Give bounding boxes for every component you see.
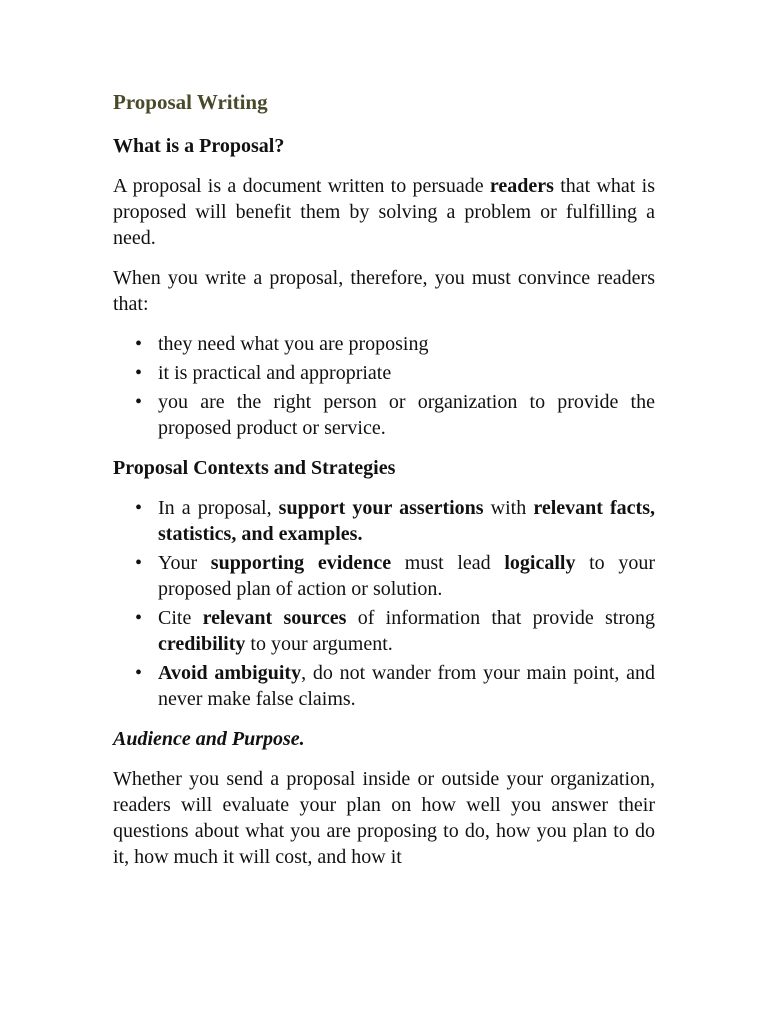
bullet-list-strategies (113, 495, 655, 712)
list-item: • Your supporting evidence must lead logically to your proposed plan of action or solution. (135, 552, 656, 600)
paragraph-convince: When you write a proposal, therefore, you must convince readers that: (113, 267, 655, 315)
section-heading-audience-purpose: Audience and Purpose. (113, 728, 305, 750)
bullet-icon: • (135, 391, 143, 413)
list-item: • In a proposal, support your assertions with relevant facts, statistics, and examples. (135, 497, 655, 545)
document-title: Proposal Writing (113, 90, 268, 114)
list-item: • you are the right person or organization to provide the proposed product or service. (135, 391, 655, 439)
list-item: • Avoid ambiguity, do not wander from your main point, and never make false claims. (135, 662, 655, 710)
section-heading-what-is-proposal: What is a Proposal? (113, 135, 285, 157)
bullet-icon: • (135, 662, 143, 684)
section-heading-contexts-strategies: Proposal Contexts and Strategies (113, 457, 396, 479)
bullet-icon: • (135, 497, 143, 519)
list-item: • it is practical and appropriate (135, 362, 392, 384)
bullet-icon: • (135, 362, 143, 384)
document-page (113, 90, 655, 884)
paragraph-definition: A proposal is a document written to persuade readers that what is proposed will benefit them by solving a problem or fulfilling a need. (113, 175, 655, 249)
bullet-icon: • (135, 333, 143, 355)
bullet-icon: • (135, 552, 143, 574)
paragraph-audience: Whether you send a proposal inside or outside your organization, readers will evaluate your plan on how well you answer their questions about what you are proposing to do, how you plan to do it, how much it will cost, and how it (113, 768, 655, 868)
list-item: • they need what you are proposing (135, 333, 429, 355)
list-item: • Cite relevant sources of information that provide strong credibility to your argument. (135, 607, 655, 655)
bullet-icon: • (135, 607, 143, 629)
bullet-list-convince (113, 331, 655, 441)
